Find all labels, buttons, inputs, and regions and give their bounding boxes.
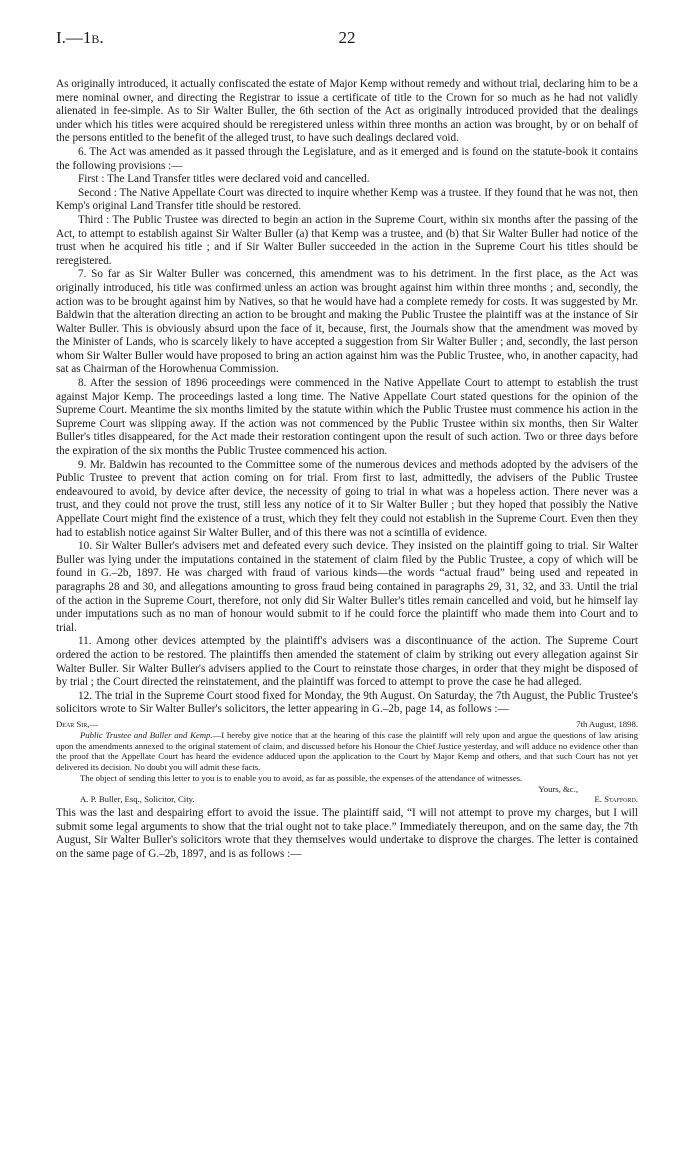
paragraph: 10. Sir Walter Buller's advisers met and defeated every such device. They insisted on the plaintiff going to trial. Sir Walter Buller was lying under the imputations contained in the statement of claim filed by the Public Trustee, a copy of which will be found in G.–2b, 1897. He was charged with fraud of various kinds—the words “actual fraud” being used and repeated in paragraphs 28 and 30, and allegations amounting to gross fraud being contained in paragraphs 29, 31, 32, and 33. Until the trial of the action in the Supreme Court, therefore, not only did Sir Walter Buller's titles remain cancelled and void, but he himself lay under imputations such as no man of honour would submit to if he could force the plaintiff who made them into Court and to trial.: [56, 540, 638, 634]
main-text: [56, 78, 638, 717]
page-number: 22: [338, 28, 356, 47]
letter-heading: [56, 719, 638, 730]
letter-signature-row: [56, 794, 638, 805]
document-page: [56, 0, 638, 862]
paragraph: 12. The trial in the Supreme Court stood fixed for Monday, the 9th August. On Saturday, the 7th August, the Public Trustee's solicitors wrote to Sir Walter Buller's solicitors, the letter appearing in G.–2b, page 14, as follows :—: [56, 689, 638, 716]
letter-addressee: A. P. Buller, Esq., Solicitor, City.: [80, 794, 195, 805]
paragraph: 11. Among other devices attempted by the plaintiff's advisers was a discontinuance of the action. The Supreme Court ordered the action to be restored. The plaintiffs then amended the statement of claim by striking out every allegation against Sir Walter Buller. Sir Walter Buller's advisers applied to the Court to reinstate those charges, in order that they might be disposed of by trial ; the Court directed the reinstatement, and the plaintiff was forced to attempt to prove the case he had alleged.: [56, 635, 638, 689]
page-header: [56, 28, 638, 58]
paragraph: As originally introduced, it actually confiscated the estate of Major Kemp without remedy and without trial, declaring him to be a mere nominal owner, and directing the Registrar to issue a certificate of title to the Crown for so much as he had not validly alienated in fee-simple. As to Sir Walter Buller, the 6th section of the Act as originally introduced provided that the dealings under which his titles were acquired should be reregistered unless within three months an action was brought, by or on behalf of the persons entitled to the benefit of the alleged trust, to have such dealings declared void.: [56, 78, 638, 145]
letter-body-text: —I hereby give notice that at the hearing of this case the plaintiff will rely upon and argue the questions of law arising upon the amendments annexed to the original statement of claim, and discussed before his Honour the Chief Justice yesterday, and will adduce no evidence other than the proof that the Appellate Court has heard the evidence adduced upon the application to the Court by Major Kemp and others, and that such Court has not yet delivered its decision. No doubt you will admit these facts.: [56, 729, 638, 773]
letter-date: 7th August, 1898.: [576, 718, 638, 729]
paragraph: 9. Mr. Baldwin has recounted to the Committee some of the numerous devices and methods adopted by the advisers of the Public Trustee to prevent that action coming on for trial. From first to last, admittedly, the advisers of the Public Trustee endeavoured to avoid, by device after device, the necessity of going to trial in what was a hopeless action. There never was a trust, and they could not prove the trust, still less any notice of it to Sir Walter Buller ; but they hoped that possibly the Native Appellate Court might find the existence of a trust, which they felt they could not establish in the Supreme Court. Even then they had to establish notice against Sir Walter Buller, and of this there was not a scintilla of evidence.: [56, 458, 638, 539]
paragraph: 8. After the session of 1896 proceedings were commenced in the Native Appellate Court to attempt to establish the trust against Major Kemp. The proceedings lasted a long time. The Native Appellate Court stated questions for the opinion of the Supreme Court. Meantime the six months limited by the statute within which the Public Trustee must commence his action in the Supreme Court was slipping away. If the action was not commenced by the Public Trustee within six months, then Sir Walter Buller's titles disappeared, for the Act made their restoration contingent upon the result of such action. Two or three days before the expiration of the six months the Public Trustee commenced his action.: [56, 377, 638, 458]
paragraph: 6. The Act was amended as it passed through the Legislature, and as it emerged and is found on the statute-book it contains the following provisions :—: [56, 145, 638, 172]
letter-signature: E. Stafford.: [594, 794, 638, 805]
letter-salutation: Dear Sir,—: [56, 718, 99, 729]
closing-paragraph: This was the last and despairing effort to avoid the issue. The plaintiff said, “I will not attempt to prove my charges, but I will submit some legal arguments to show that the trial ought not to take place.” Immediately thereupon, and on the same day, the 7th August, Sir Walter Buller's solicitors wrote that they themselves would undertake to disprove the charges. The letter is contained on the same page of G.–2b, 1897, and is as follows :—: [56, 807, 638, 861]
paragraph: 7. So far as Sir Walter Buller was concerned, this amendment was to his detriment. In the first place, as the Act was originally introduced, his title was confirmed unless an action was brought against him within three months ; and, secondly, the action was to be brought against him by Natives, so that he would have had a complete remedy for costs. It was suggested by Mr. Baldwin that the alteration directing an action to be brought and making the Public Trustee the plaintiff was at the instance of Sir Walter Buller. This is obviously absurd upon the face of it, because, first, the Journals show that the amendment was moved by the Minister of Lands, who is scarcely likely to have accepted a suggestion from Sir Walter Buller ; and, secondly, the last person whom Sir Walter Buller would have proposed to bring an action against him was the Public Trustee, who, in another capacity, had sat as Chairman of the Horowhenua Commission.: [56, 268, 638, 376]
letter-closing: Yours, &c.,: [538, 783, 578, 794]
letter-body-2: The object of sending this letter to you is to enable you to avoid, as far as possible, the expenses of the attendance of witnesses.: [80, 772, 523, 783]
letter-body: [56, 730, 638, 773]
letter-case-title: Public Trustee and Buller and Kemp.: [80, 729, 213, 740]
closing-text: [56, 807, 638, 861]
quoted-letter: [56, 719, 638, 805]
paragraph: Second : The Native Appellate Court was directed to inquire whether Kemp was a trustee. If they found that he was not, then Kemp's original Land Transfer title should be restored.: [56, 186, 638, 213]
paragraph: First : The Land Transfer titles were declared void and cancelled.: [78, 173, 370, 186]
paragraph: Third : The Public Trustee was directed to begin an action in the Supreme Court, within six months after the passing of the Act, to attempt to establish against Sir Walter Buller (a) that Kemp was a trustee, and (b) that Sir Walter Buller had notice of the trust when he acquired his title ; and if Sir Walter Buller succeeded in the action in the Supreme Court his titles should be reregistered.: [56, 213, 638, 267]
document-reference: I.—1b.: [56, 28, 104, 47]
